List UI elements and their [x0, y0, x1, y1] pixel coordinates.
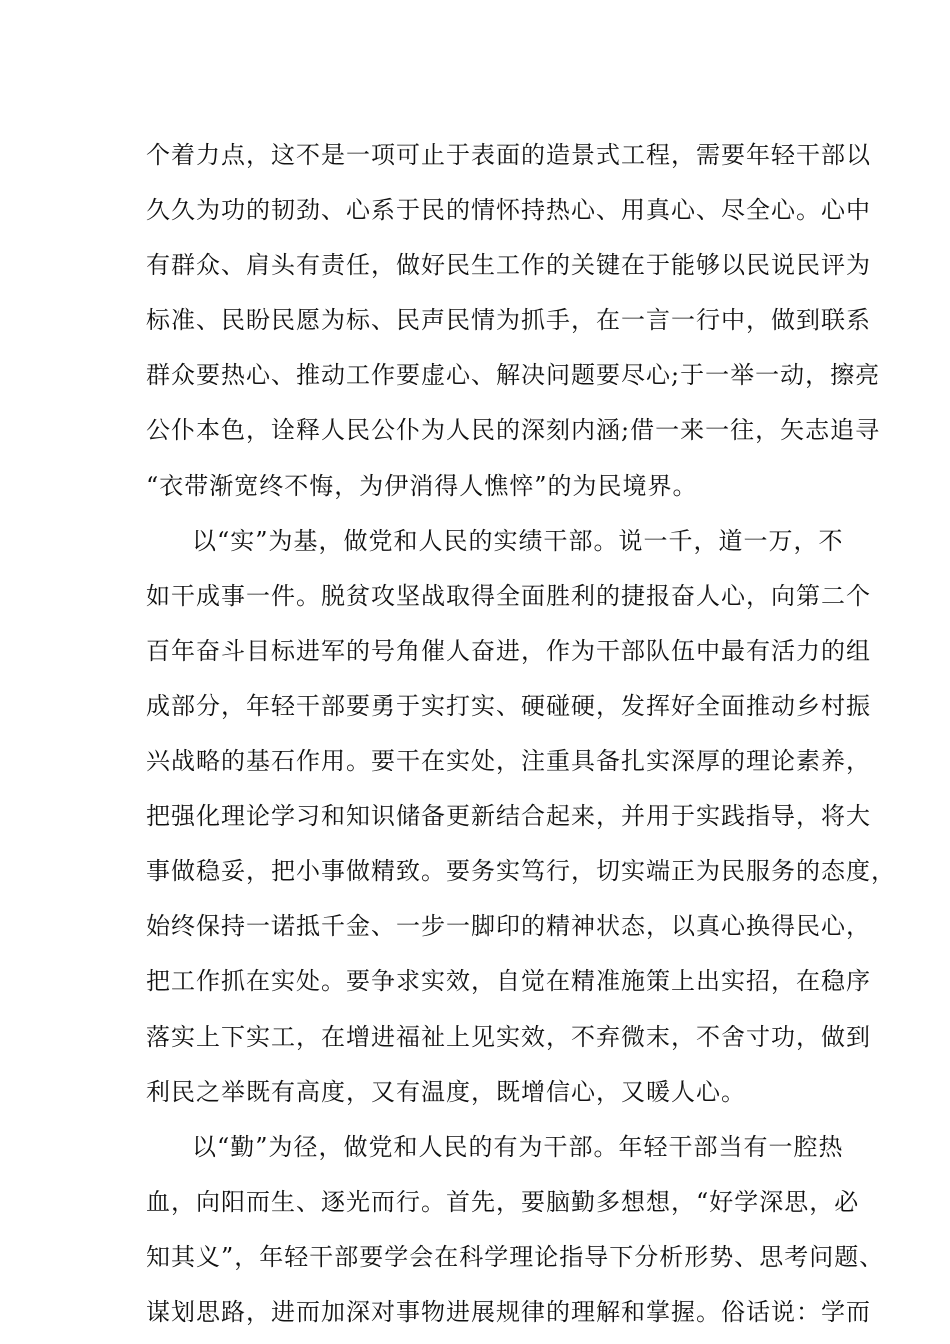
paragraph-first-line: 以“勤”为径，做党和人民的有为干部。年轻干部当有一腔热: [192, 1132, 844, 1161]
paragraph-line: 公仆本色，诠释人民公仆为人民的深刻内涵;借一来一往，矢志追寻: [146, 416, 881, 445]
paragraph-line: 落实上下实工，在增进福祉上见实效，不弃微末，不舍寸功，做到: [146, 1022, 871, 1051]
paragraph-line: 群众要热心、推动工作要虚心、解决问题要尽心;于一举一动，擦亮: [146, 361, 881, 390]
paragraph-line: 利民之举既有高度，又有温度，既增信心，又暖人心。: [146, 1077, 746, 1106]
paragraph-line: 百年奋斗目标进军的号角催人奋进，作为干部队伍中最有活力的组: [146, 636, 871, 665]
paragraph-line: “衣带渐宽终不悔，为伊消得人憔悴”的为民境界。: [146, 471, 698, 500]
paragraph-line: 把工作抓在实处。要争求实效，自觉在精准施策上出实招，在稳序: [146, 967, 871, 996]
paragraph-line: 血，向阳而生、逐光而行。首先，要脑勤多想想，“好学深思，必: [146, 1187, 860, 1216]
paragraph-line: 谋划思路，进而加深对事物进展规律的理解和掌握。俗话说：学而: [146, 1297, 871, 1326]
paragraph-line: 事做稳妥，把小事做精致。要务实笃行，切实端正为民服务的态度，: [146, 857, 896, 886]
paragraph-line: 如干成事一件。脱贫攻坚战取得全面胜利的捷报奋人心，向第二个: [146, 581, 871, 610]
paragraph-line: 个着力点，这不是一项可止于表面的造景式工程，需要年轻干部以: [146, 141, 871, 169]
paragraph-line: 标准、民盼民愿为标、民声民情为抓手，在一言一行中，做到联系: [146, 306, 871, 335]
paragraph-line: 有群众、肩头有责任，做好民生工作的关键在于能够以民说民评为: [146, 251, 871, 280]
paragraph-line: 兴战略的基石作用。要干在实处，注重具备扎实深厚的理论素养，: [146, 747, 871, 776]
paragraph-line: 成部分，年轻干部要勇于实打实、硬碰硬，发挥好全面推动乡村振: [146, 691, 871, 720]
paragraph-line: 把强化理论学习和知识储备更新结合起来，并用于实践指导，将大: [146, 802, 871, 831]
paragraph-line: 知其义”，年轻干部要学会在科学理论指导下分析形势、思考问题、: [146, 1242, 885, 1271]
paragraph-line: 久久为功的韧劲、心系于民的情怀持热心、用真心、尽全心。心中: [146, 196, 871, 225]
document-body: [146, 128, 896, 1340]
paragraph-line: 始终保持一诺抵千金、一步一脚印的精神状态，以真心换得民心，: [146, 912, 871, 941]
paragraph-first-line: 以“实”为基，做党和人民的实绩干部。说一千，道一万，不: [192, 526, 844, 555]
